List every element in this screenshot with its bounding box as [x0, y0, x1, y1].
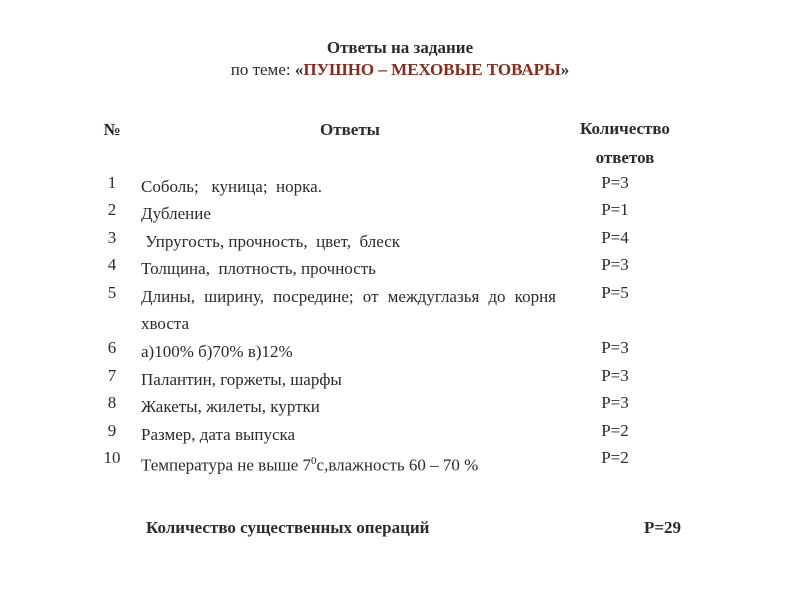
row-count: P=3: [601, 366, 629, 385]
row-answer: а)100% б)70% в)12%: [141, 342, 293, 361]
page-subtitle: [0, 60, 800, 80]
row-number: 2: [107, 200, 117, 219]
open-quote: «: [294, 60, 304, 79]
row-number: 9: [107, 421, 117, 440]
row-answer: Длины, ширину, посредине; от междуглазья до корня хвоста: [141, 287, 556, 333]
header-count-line1: Количество: [580, 119, 670, 138]
row-count: P=2: [601, 448, 629, 467]
header-count-line2: ответов: [595, 148, 655, 167]
row-count: P=3: [601, 173, 629, 192]
row-answer: Размер, дата выпуска: [141, 425, 296, 444]
row-count: P=1: [601, 200, 629, 219]
row-number: 8: [107, 393, 117, 412]
page-title: Ответы на задание: [326, 38, 474, 57]
row-answer: Толщина, плотность, прочность: [141, 259, 376, 278]
row-answer: Палантин, горжеты, шарфы: [141, 370, 342, 389]
row-count: P=2: [601, 421, 629, 440]
row-count: P=3: [601, 393, 629, 412]
row-count: P=3: [601, 255, 629, 274]
row-number: 7: [107, 366, 117, 385]
row-answer-suffix: с,влажность 60 – 70 %: [316, 455, 479, 475]
row-number: 3: [107, 228, 117, 247]
row-answer: [141, 448, 556, 479]
subtitle-prefix: по теме:: [230, 60, 295, 79]
row-number: 10: [103, 448, 121, 467]
row-number: 5: [107, 283, 117, 302]
row-count: P=4: [601, 228, 629, 247]
header-number: №: [103, 120, 121, 139]
row-answer-prefix: Температура не выше 7: [141, 455, 312, 475]
summary-value: P=29: [643, 518, 682, 537]
row-answer: Соболь; куница; норка.: [141, 177, 322, 196]
row-number: 1: [107, 173, 117, 192]
topic-name: ПУШНО – МЕХОВЫЕ ТОВАРЫ: [303, 60, 561, 79]
row-number: 6: [107, 338, 117, 357]
header-answers: Ответы: [320, 120, 380, 139]
header-count: [560, 114, 690, 172]
row-number: 4: [107, 255, 117, 274]
summary-label: Количество существенных операций: [146, 518, 430, 537]
row-answer: Упругость, прочность, цвет, блеск: [141, 232, 401, 251]
row-count: P=3: [601, 338, 629, 357]
row-count: P=5: [601, 283, 629, 302]
close-quote: »: [560, 60, 570, 79]
row-answer: Жакеты, жилеты, куртки: [141, 397, 320, 416]
row-answer: Дубление: [141, 204, 211, 223]
degree-superscript: 0: [311, 455, 317, 467]
